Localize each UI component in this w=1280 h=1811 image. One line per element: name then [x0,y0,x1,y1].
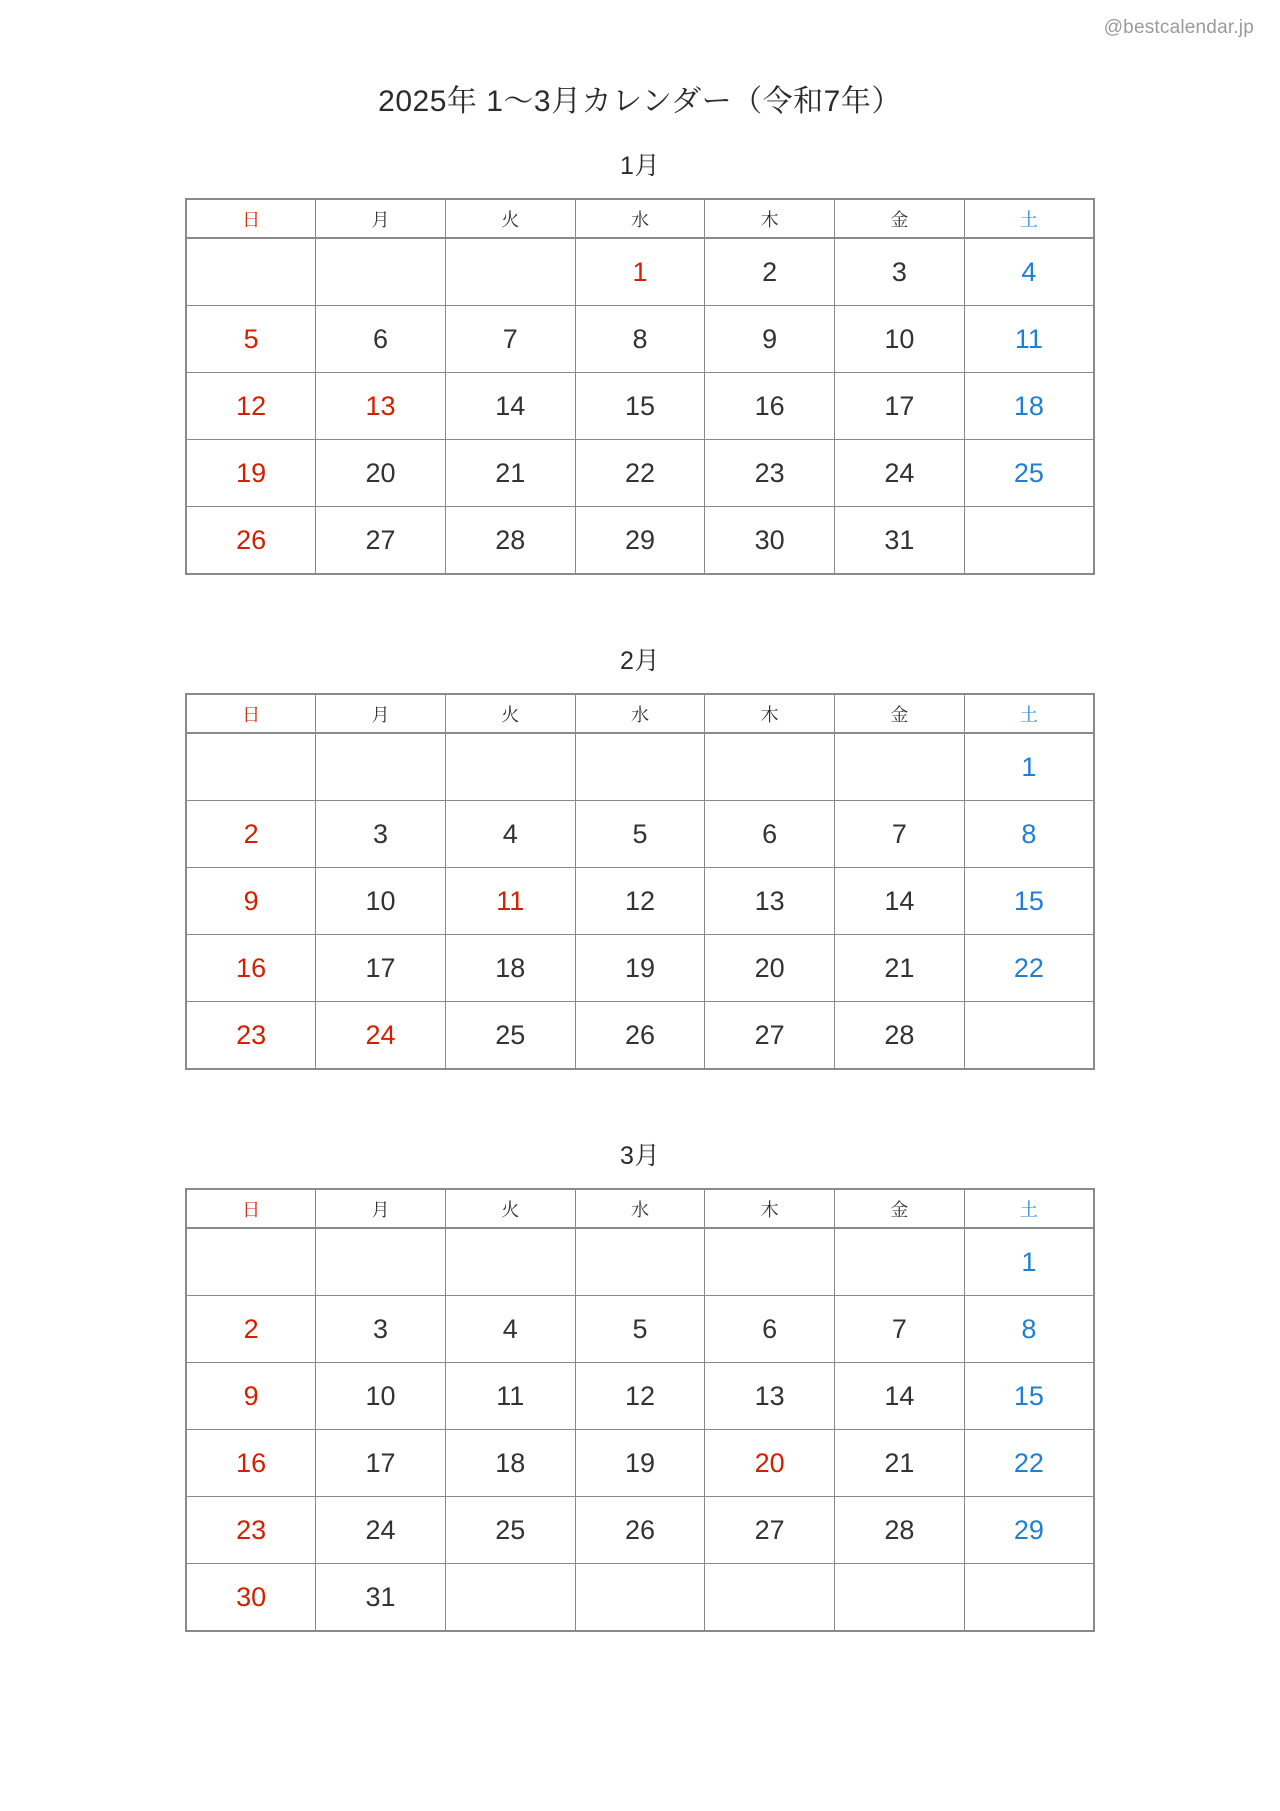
day-cell: 17 [316,935,446,1002]
day-cell: 10 [316,1363,446,1430]
day-cell: 22 [575,440,705,507]
day-cell: 10 [835,306,965,373]
day-cell: 26 [186,507,316,575]
day-cell: 27 [705,1497,835,1564]
weekday-header-3: 水 [575,199,705,238]
day-cell: 24 [316,1497,446,1564]
table-row [186,1564,1094,1632]
calendar-table-february [185,693,1095,1070]
day-cell: 27 [705,1002,835,1070]
day-cell: 30 [705,507,835,575]
weekday-header-1: 月 [316,1189,446,1228]
day-cell-empty [575,1564,705,1632]
day-cell: 15 [964,1363,1094,1430]
weekday-header-5: 金 [835,1189,965,1228]
day-cell-empty [705,1228,835,1296]
day-cell: 18 [964,373,1094,440]
day-cell-empty [186,733,316,801]
day-cell: 15 [964,868,1094,935]
day-cell: 19 [186,440,316,507]
day-cell: 11 [445,868,575,935]
day-cell: 23 [186,1497,316,1564]
table-row [186,238,1094,306]
day-cell: 12 [575,868,705,935]
calendar-table-january [185,198,1095,575]
calendar-body [186,733,1094,1069]
day-cell: 4 [964,238,1094,306]
day-cell: 1 [964,733,1094,801]
weekday-header-row [186,694,1094,733]
day-cell: 28 [835,1002,965,1070]
day-cell: 14 [445,373,575,440]
weekday-header-0: 日 [186,1189,316,1228]
day-cell: 26 [575,1497,705,1564]
weekday-header-6: 土 [964,199,1094,238]
month-block-january [0,146,1280,575]
day-cell: 29 [575,507,705,575]
day-cell: 25 [964,440,1094,507]
table-row [186,801,1094,868]
day-cell-empty [445,238,575,306]
day-cell: 7 [445,306,575,373]
day-cell-empty [445,1228,575,1296]
table-row [186,199,1094,238]
table-row [186,306,1094,373]
weekday-header-5: 金 [835,694,965,733]
table-row [186,733,1094,801]
day-cell: 7 [835,801,965,868]
day-cell: 22 [964,1430,1094,1497]
table-row [186,1296,1094,1363]
weekday-header-2: 火 [445,1189,575,1228]
month-label: 3月 [620,1142,660,1170]
day-cell: 1 [575,238,705,306]
day-cell: 16 [705,373,835,440]
day-cell-empty [316,733,446,801]
day-cell: 23 [186,1002,316,1070]
day-cell: 28 [835,1497,965,1564]
day-cell: 1 [964,1228,1094,1296]
table-row [186,1189,1094,1228]
calendar-table-march [185,1188,1095,1632]
day-cell: 3 [316,801,446,868]
day-cell: 17 [835,373,965,440]
weekday-header-1: 月 [316,199,446,238]
day-cell-empty [835,1564,965,1632]
day-cell: 31 [835,507,965,575]
table-row [186,868,1094,935]
day-cell: 8 [964,801,1094,868]
day-cell: 12 [186,373,316,440]
month-label: 2月 [620,647,660,675]
day-cell: 7 [835,1296,965,1363]
table-row [186,1430,1094,1497]
day-cell: 9 [186,868,316,935]
weekday-header-3: 水 [575,1189,705,1228]
day-cell: 2 [186,801,316,868]
day-cell: 25 [445,1002,575,1070]
weekday-header-4: 木 [705,199,835,238]
weekday-header-4: 木 [705,1189,835,1228]
day-cell-empty [445,1564,575,1632]
month-block-february [0,641,1280,1070]
day-cell: 16 [186,935,316,1002]
day-cell: 5 [575,801,705,868]
day-cell: 26 [575,1002,705,1070]
day-cell: 25 [445,1497,575,1564]
day-cell: 11 [445,1363,575,1430]
weekday-header-6: 土 [964,1189,1094,1228]
day-cell: 24 [316,1002,446,1070]
table-row [186,935,1094,1002]
weekday-header-3: 水 [575,694,705,733]
day-cell: 13 [705,1363,835,1430]
month-label: 1月 [620,152,660,180]
weekday-header-2: 火 [445,694,575,733]
table-row [186,694,1094,733]
day-cell: 19 [575,1430,705,1497]
day-cell: 30 [186,1564,316,1632]
day-cell: 18 [445,935,575,1002]
day-cell: 4 [445,1296,575,1363]
weekday-header-row [186,199,1094,238]
day-cell: 31 [316,1564,446,1632]
weekday-header-4: 木 [705,694,835,733]
table-row [186,507,1094,575]
day-cell-empty [575,1228,705,1296]
day-cell: 9 [705,306,835,373]
table-row [186,1228,1094,1296]
calendar-body [186,1228,1094,1631]
weekday-header-0: 日 [186,199,316,238]
weekday-header-5: 金 [835,199,965,238]
weekday-header-1: 月 [316,694,446,733]
day-cell: 20 [705,935,835,1002]
day-cell: 5 [575,1296,705,1363]
site-watermark: @bestcalendar.jp [1103,17,1254,38]
table-row [186,373,1094,440]
day-cell-empty [964,1564,1094,1632]
day-cell-empty [835,1228,965,1296]
day-cell: 4 [445,801,575,868]
day-cell: 12 [575,1363,705,1430]
day-cell: 17 [316,1430,446,1497]
day-cell: 21 [445,440,575,507]
day-cell: 18 [445,1430,575,1497]
day-cell: 14 [835,1363,965,1430]
day-cell-empty [575,733,705,801]
day-cell: 13 [316,373,446,440]
weekday-header-0: 日 [186,694,316,733]
day-cell: 8 [964,1296,1094,1363]
day-cell: 13 [705,868,835,935]
day-cell-empty [964,507,1094,575]
day-cell: 28 [445,507,575,575]
day-cell-empty [445,733,575,801]
day-cell: 15 [575,373,705,440]
weekday-header-2: 火 [445,199,575,238]
day-cell-empty [705,733,835,801]
day-cell-empty [835,733,965,801]
day-cell-empty [186,238,316,306]
calendar-body [186,238,1094,574]
day-cell-empty [964,1002,1094,1070]
day-cell: 3 [835,238,965,306]
day-cell: 19 [575,935,705,1002]
day-cell: 8 [575,306,705,373]
table-row [186,1363,1094,1430]
table-row [186,1002,1094,1070]
day-cell: 10 [316,868,446,935]
day-cell: 6 [705,1296,835,1363]
weekday-header-row [186,1189,1094,1228]
day-cell: 27 [316,507,446,575]
day-cell: 3 [316,1296,446,1363]
day-cell-empty [316,1228,446,1296]
table-row [186,1497,1094,1564]
day-cell: 6 [316,306,446,373]
day-cell: 20 [316,440,446,507]
day-cell: 9 [186,1363,316,1430]
day-cell: 22 [964,935,1094,1002]
day-cell: 14 [835,868,965,935]
day-cell: 16 [186,1430,316,1497]
day-cell-empty [316,238,446,306]
day-cell: 2 [705,238,835,306]
day-cell: 29 [964,1497,1094,1564]
weekday-header-6: 土 [964,694,1094,733]
month-block-march [0,1136,1280,1632]
day-cell-empty [186,1228,316,1296]
day-cell: 2 [186,1296,316,1363]
day-cell-empty [705,1564,835,1632]
page-title: 2025年 1〜3月カレンダー（令和7年） [378,85,902,118]
day-cell: 23 [705,440,835,507]
day-cell: 21 [835,1430,965,1497]
day-cell: 6 [705,801,835,868]
day-cell: 11 [964,306,1094,373]
table-row [186,440,1094,507]
day-cell: 20 [705,1430,835,1497]
day-cell: 21 [835,935,965,1002]
day-cell: 24 [835,440,965,507]
day-cell: 5 [186,306,316,373]
